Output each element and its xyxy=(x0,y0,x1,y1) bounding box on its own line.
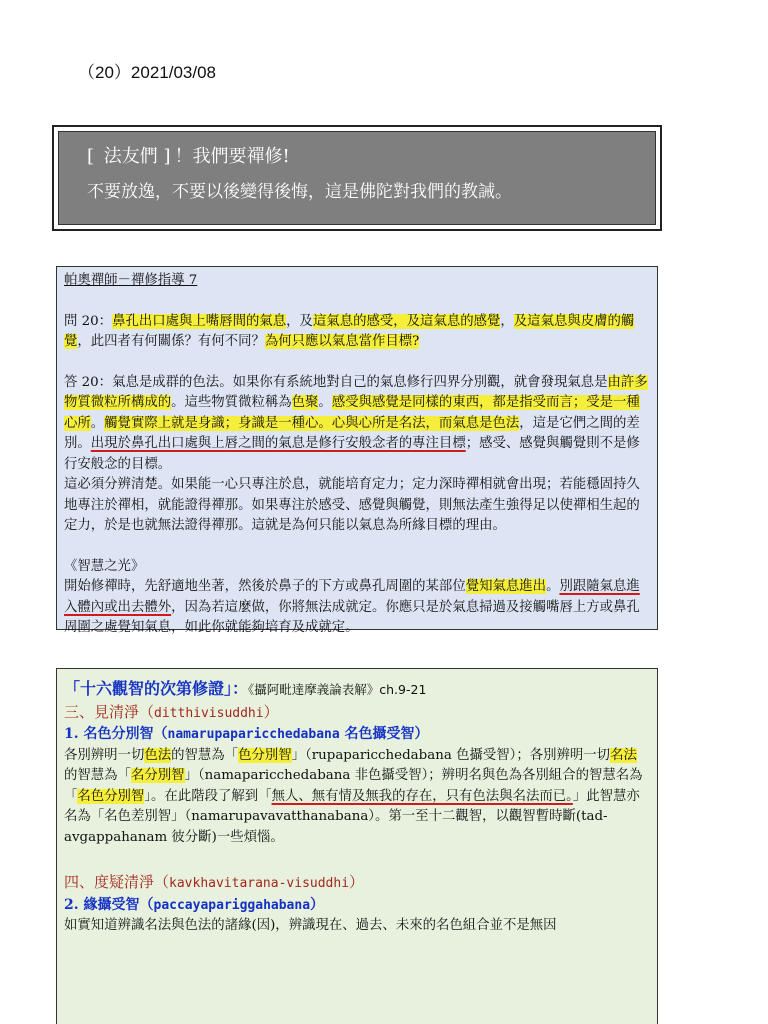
question-20: 問 20：鼻孔出口處與上嘴唇間的氣息，及這氣息的感受，及這氣息的感覺，及這氣息與皮膚的觸覺，此四者有何關係？有何不同？為何只應以氣息當作目標? xyxy=(64,313,635,349)
item-2-heading: 2. 緣攝受智（paccayapariggahabana） xyxy=(64,896,325,913)
wisdom-passage: 開始修禪時，先舒適地坐著，然後於鼻子的下方或鼻孔周圍的某部位覺知氣息進出。別跟隨氣息進入體內或出去體外，因為若這麼做，你將無法成就定。你應只是於氣息掃過及接觸嘴唇上方或鼻孔周圍之處覺知氣息，如此你就能夠培育及成就定。 xyxy=(64,579,640,635)
banner-line-2: 不要放逸，不要以後變得後悔，這是佛陀對我們的教誡。 xyxy=(87,182,512,202)
insight-stages-box xyxy=(56,668,658,1024)
meditation-guidance-box xyxy=(56,266,658,635)
item-1-heading: 1. 名色分別智（namarupaparicchedabana 名色攝受智） xyxy=(64,726,429,742)
guidance-title: 帕奧禪師－禪修指導 7 xyxy=(64,273,198,288)
date-header: （20）2021/03/08 xyxy=(78,63,216,82)
section-3-heading: 三、見清淨（ditthivisuddhi） xyxy=(64,702,279,721)
answer-20: 答 20：氣息是成群的色法。如果你有系統地對自己的氣息修行四界分別觀，就會發現氣息是由許多物質微粒所構成的。這些物質微粒稱為色聚。感受與感覺是同樣的東西，都是指受而言；受是一種心所。觸覺實際上就是身識；身識是一種心。心與心所是名法，而氣息是色法，這是它們之間的差別。出現於鼻孔出口處與上唇之間的氣息是修行安般念者的專注目標；感受、感覺與觸覺則不是修行安般念的目標。 xyxy=(64,374,648,472)
answer-20-continued: 這必須分辨清楚。如果能一心只專注於息，就能培育定力；定力深時禪相就會出現；若能穩固持久地專注於禪相，就能證得禪那。如果專注於感受、感覺與觸覺，則無法產生強得足以使禪相生起的定力，於是也就無法證得禪那。這就是為何只能以氣息為所緣目標的理由。 xyxy=(64,477,640,533)
banner-panel xyxy=(58,131,656,225)
banner-line-1: [ 法友們 ]！我們要禪修! xyxy=(87,146,290,167)
section-4-heading: 四、度疑清淨（kavkhavitarana-visuddhi） xyxy=(64,873,365,891)
item-1-body: 各別辨明一切色法的智慧為「色分別智」（rupaparicchedabana 色攝受智）；各別辨明一切名法的智慧為「名分別智」（namaparicchedabana 非色攝受智）；辨明名與色為各別組合的智慧名為「名色分別智」。在此階段了解到「無人、無有情及無我的存在，只有色法與名法而已。」此智慧亦名為「名色差別智」（namarupavavatthanabana）。第一至十二觀智，以觀智暫時斷(tad-avgappahanam 彼分斷)一些煩惱。 xyxy=(64,747,643,845)
insight-title-line: 「十六觀智的次第修證」：《攝阿毗達摩義論表解》ch.9-21 xyxy=(64,679,427,698)
wisdom-title: 《智慧之光》 xyxy=(64,558,145,574)
exhortation-banner xyxy=(52,125,662,231)
item-2-body: 如實知道辨識名法與色法的諸緣(因)，辨識現在、過去、未來的名色組合並不是無因 xyxy=(64,918,557,933)
